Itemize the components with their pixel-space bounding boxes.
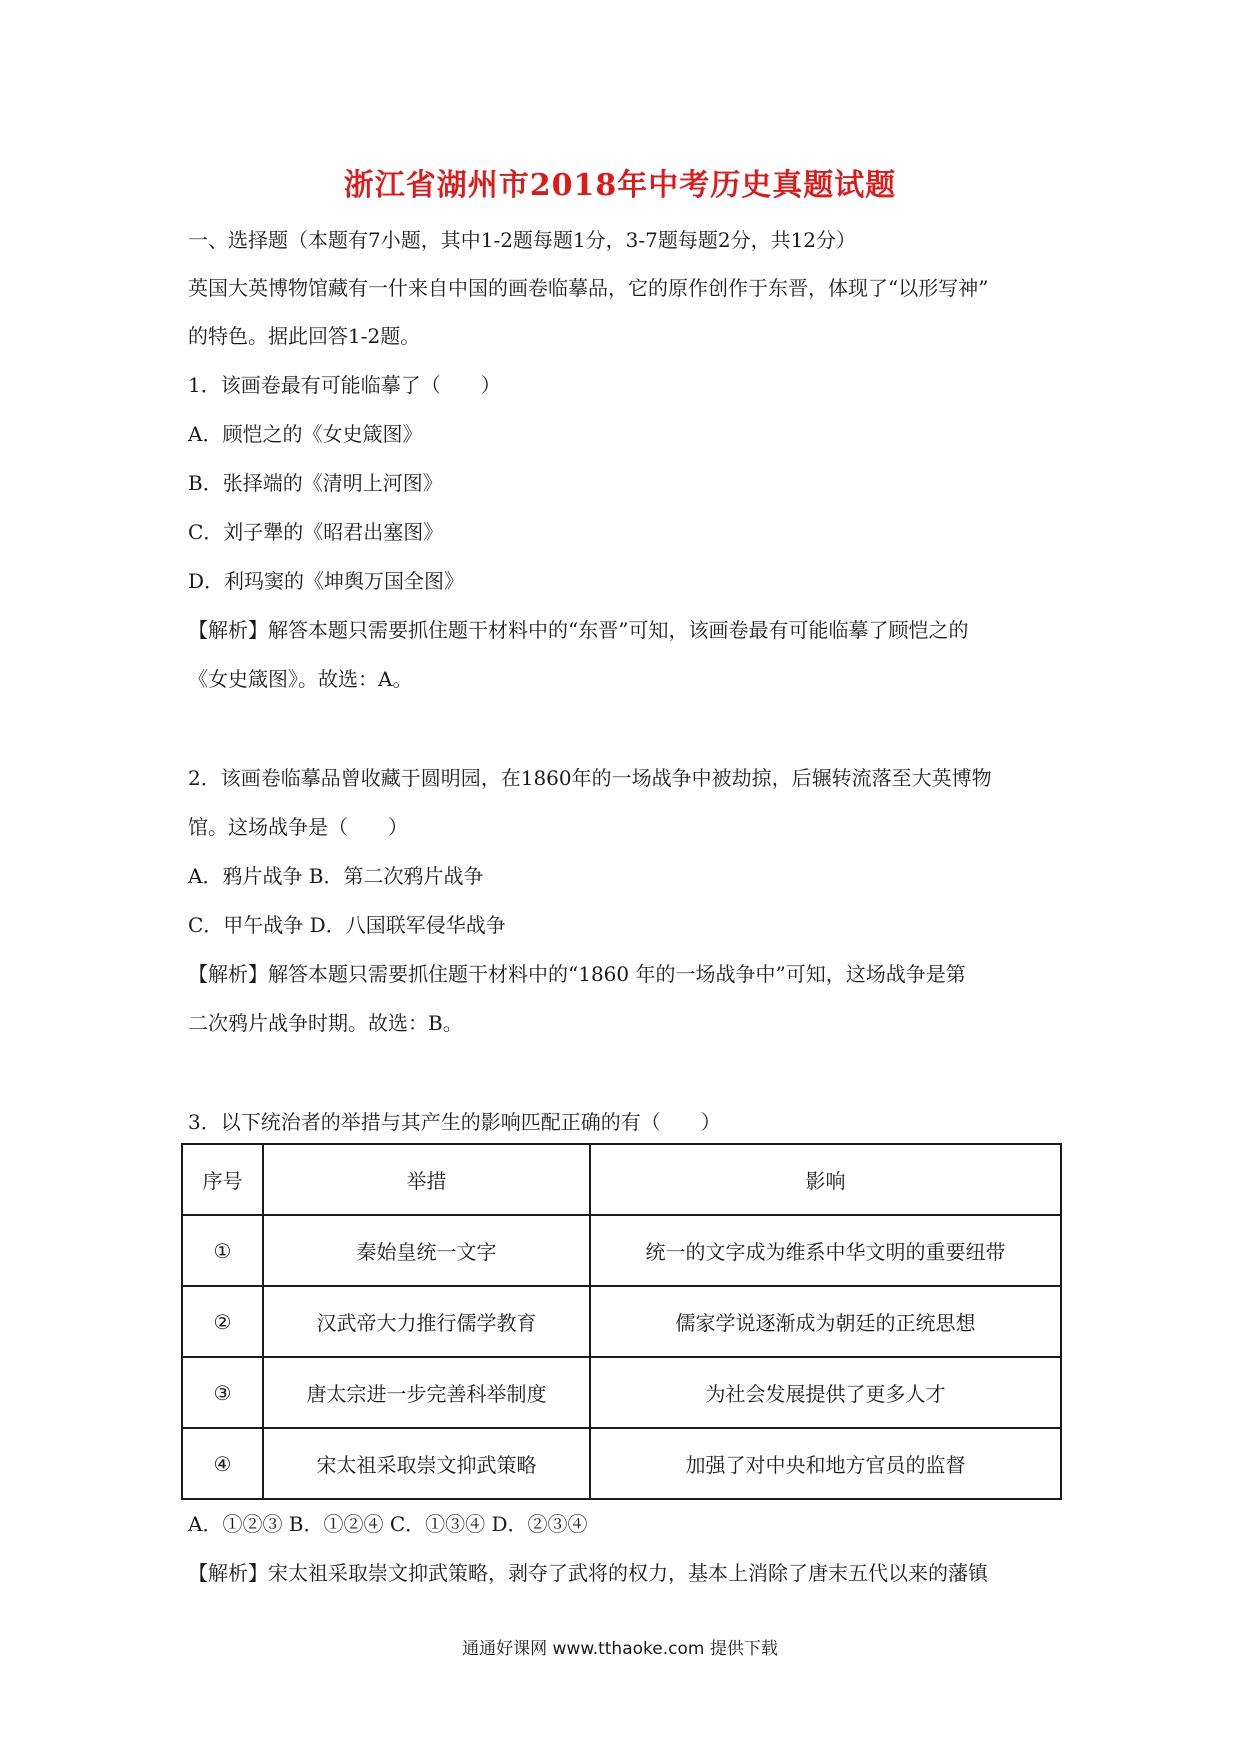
question-1-option-c: C．刘子犟的《昭君出塞图》 [188,520,444,544]
intro-material-line-1: 英国大英博物馆藏有一什来自中国的画卷临摹品，它的原作创作于东晋，体现了“以形写神” [188,276,989,300]
table-cell: 儒家学说逐渐成为朝廷的正统思想 [590,1286,1061,1357]
table-header-cell: 举措 [263,1144,590,1215]
question-3-options: A．①②③ B．①②④ C．①③④ D．②③④ [188,1512,588,1536]
question-1-stem: 1．该画卷最有可能临摹了（ ） [188,373,501,397]
table-cell: ④ [182,1428,263,1499]
table-header-cell: 影响 [590,1144,1061,1215]
table-cell: 汉武帝大力推行儒学教育 [263,1286,590,1357]
table-row [182,1428,1061,1499]
table-cell: ① [182,1215,263,1286]
table-cell: 为社会发展提供了更多人才 [590,1357,1061,1428]
table-header-row [182,1144,1061,1215]
table-cell: ② [182,1286,263,1357]
table-row [182,1286,1061,1357]
question-2-stem-line-2: 馆。这场战争是（ ） [188,815,408,839]
table-row [182,1357,1061,1428]
page-footer: 通通好课网 www.tthaoke.com 提供下载 [462,1639,778,1659]
question-1-analysis-line-2: 《女史箴图》。故选：A。 [188,667,413,691]
question-2-options-line-1: A．鸦片战争 B．第二次鸦片战争 [188,864,484,888]
question-1-analysis-line-1: 【解析】解答本题只需要抓住题干材料中的“东晋”可知，该画卷最有可能临摹了顾恺之的 [188,618,969,642]
question-3-table [181,1143,1062,1500]
table-cell: 加强了对中央和地方官员的监督 [590,1428,1061,1499]
question-2-options-line-2: C．甲午战争 D．八国联军侵华战争 [188,913,506,937]
question-1-option-d: D．利玛窦的《坤舆万国全图》 [188,569,465,593]
question-3-analysis-line-1: 【解析】宋太祖采取崇文抑武策略，剥夺了武将的权力，基本上消除了唐末五代以来的藩镇 [188,1561,988,1585]
question-1-option-a: A．顾恺之的《女史箴图》 [188,422,423,446]
table-cell: ③ [182,1357,263,1428]
table-cell: 秦始皇统一文字 [263,1215,590,1286]
table-cell: 宋太祖采取崇文抑武策略 [263,1428,590,1499]
question-2-stem-line-1: 2．该画卷临摹品曾收藏于圆明园，在1860年的一场战争中被劫掠，后辗转流落至大英博物 [188,766,992,790]
intro-material-line-2: 的特色。据此回答1-2题。 [188,324,421,348]
question-3-stem: 3．以下统治者的举措与其产生的影响匹配正确的有（ ） [188,1110,721,1134]
page-title: 浙江省湖州市2018年中考历史真题试题 [343,168,897,203]
table-row [182,1215,1061,1286]
question-1-option-b: B．张择端的《清明上河图》 [188,471,443,495]
table-cell: 统一的文字成为维系中华文明的重要纽带 [590,1215,1061,1286]
question-2-analysis-line-2: 二次鸦片战争时期。故选：B。 [188,1011,463,1035]
question-2-analysis-line-1: 【解析】解答本题只需要抓住题干材料中的“1860 年的一场战争中”可知，这场战争是第 [188,962,966,986]
section-header: 一、选择题（本题有7小题，其中1-2题每题1分，3-7题每题2分，共12分） [188,228,857,252]
table-header-cell: 序号 [182,1144,263,1215]
table-cell: 唐太宗进一步完善科举制度 [263,1357,590,1428]
